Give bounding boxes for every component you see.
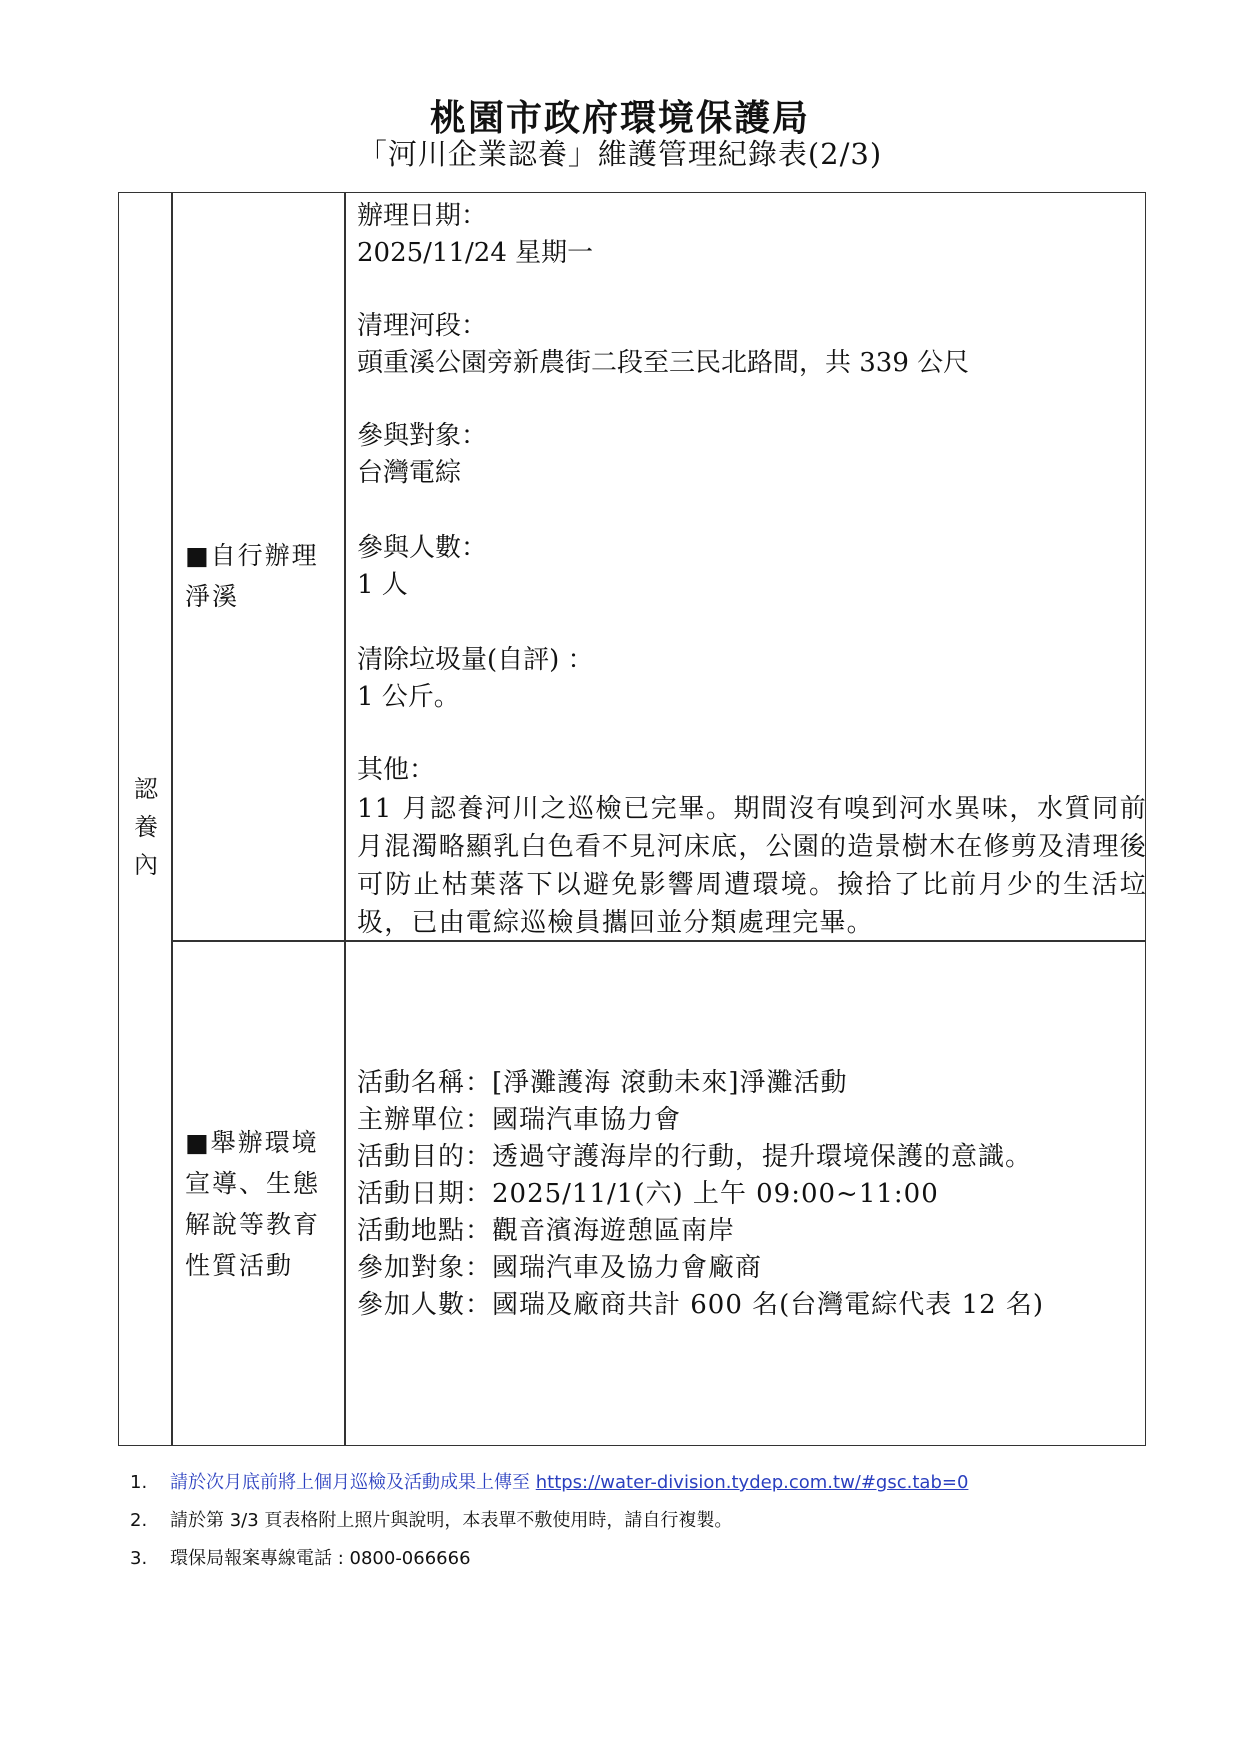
field-label: 清理河段： [357,311,488,341]
field-value: 1 人 [357,570,408,600]
field-date [357,198,1147,272]
activity-name: 活動名稱：[淨灘護海 滾動未來]淨灘活動 [357,1068,848,1098]
note-item [130,1508,1130,1546]
field-label: 辦理日期： [357,201,488,231]
field-label: 清除垃圾量(自評) ： [357,645,594,675]
side-label [118,770,174,884]
note-item [130,1546,1130,1584]
activity-organizer: 主辦單位：國瑞汽車協力會 [357,1105,682,1135]
field-other-label: 其他： [357,755,436,785]
field-label: 參與對象： [357,421,488,451]
page-subtitle: 「河川企業認養」維護管理紀錄表(2/3) [357,137,883,171]
activity-location: 活動地點：觀音濱海遊憩區南岸 [357,1216,736,1246]
field-value: 頭重溪公園旁新農街二段至三民北路間，共 339 公尺 [357,348,970,378]
field-river-section [357,308,1147,382]
page-title: 桃園市政府環境保護局 [429,97,810,139]
category-education-activity [185,1122,345,1286]
category-line: 宣導、生態 [185,1169,321,1198]
activity-date: 活動日期：2025/11/1(六) 上午 09:00~11:00 [357,1179,939,1209]
category-line: 淨溪 [185,582,240,611]
note-number: 1. [130,1472,148,1493]
activity-details [357,1065,1147,1324]
activity-attendance: 參加人數：國瑞及廠商共計 600 名(台灣電綜代表 12 名) [357,1290,1045,1320]
note-item [130,1470,1130,1508]
side-label-char: 認 [134,775,158,803]
notes-list [130,1470,1130,1584]
note-text: 請於次月底前將上個月巡檢及活動成果上傳至 [170,1472,536,1493]
field-other-text: 11 月認養河川之巡檢已完畢。期間沒有嗅到河水異味，水質同前月混濁略顯乳白色看不見河床底，公園的造景樹木在修剪及清理後可防止枯葉落下以避免影響周遭環境。撿拾了比前月少的生活垃圾，已由電綜巡檢員攜回並分類處理完畢。 [357,794,1147,938]
activity-audience: 參加對象：國瑞汽車及協力會廠商 [357,1253,763,1283]
note-text: 環保局報案專線電話 : 0800-066666 [170,1548,471,1569]
category-line: 性質活動 [185,1251,294,1280]
side-label-char: 內 [134,851,158,879]
category-self-cleanup [185,535,345,617]
field-participants [357,418,1147,492]
category-line: 解說等教育 [185,1210,321,1239]
note-text: 請於第 3/3 頁表格附上照片與說明，本表單不敷使用時，請自行複製。 [170,1510,733,1531]
category-line: ■舉辦環境 [185,1128,319,1157]
field-value: 1 公斤。 [357,682,460,712]
upload-link[interactable]: https://water-division.tydep.com.tw/#gsc.tab=0 [535,1472,969,1493]
category-line: ■自行辦理 [185,541,319,570]
field-participant-count [357,530,1147,604]
field-value: 2025/11/24 星期一 [357,238,594,268]
activity-purpose: 活動目的：透過守護海岸的行動，提升環境保護的意識。 [357,1142,1033,1172]
note-number: 3. [130,1548,148,1569]
field-garbage-amount [357,642,1147,716]
side-label-char: 養 [134,813,158,841]
field-value: 台灣電綜 [357,458,462,488]
note-number: 2. [130,1510,148,1531]
field-label: 參與人數： [357,533,488,563]
